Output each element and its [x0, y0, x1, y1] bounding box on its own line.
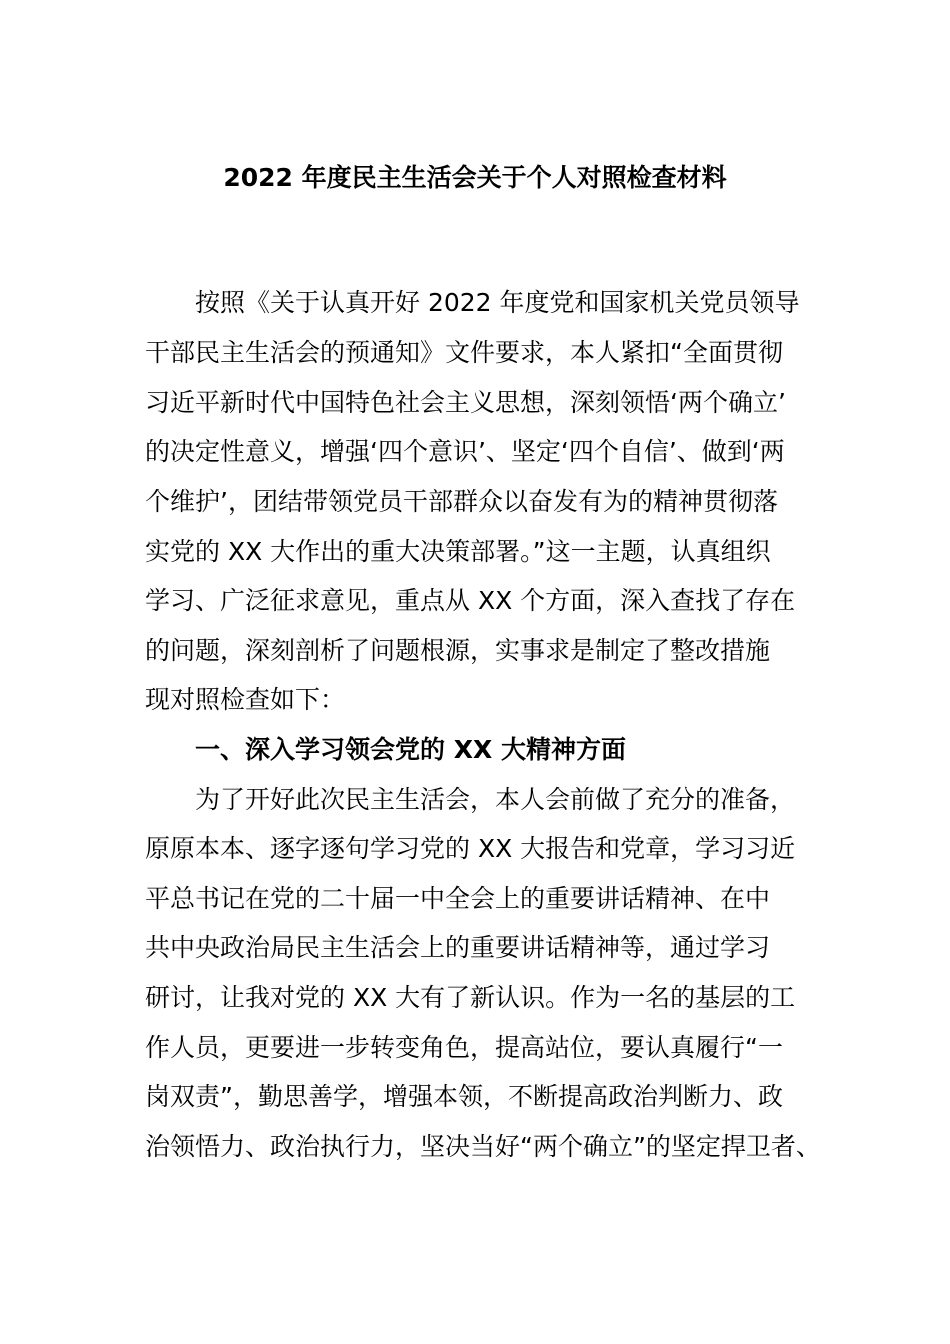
- paragraph-line: 现对照检查如下：: [145, 685, 346, 714]
- paragraph-line: 为了开好此次民主生活会，本人会前做了充分的准备，: [195, 785, 796, 814]
- section-heading: 一、深入学习领会党的 XX 大精神方面: [195, 735, 626, 764]
- paragraph-line: 学习、广泛征求意见，重点从 XX 个方面，深入查找了存在: [145, 586, 796, 615]
- paragraph-line: 习近平新时代中国特色社会主义思想，深刻领悟‘两个确立’: [145, 388, 786, 417]
- paragraph-line: 实党的 XX 大作出的重大决策部署。”这一主题，认真组织: [145, 537, 771, 566]
- document-title: 2022 年度民主生活会关于个人对照检查材料: [223, 163, 727, 192]
- paragraph-line: 干部民主生活会的预通知》文件要求，本人紧扣“全面贯彻: [145, 338, 783, 367]
- paragraph-line: 治领悟力、政治执行力，坚决当好“两个确立”的坚定捍卫者、: [145, 1132, 821, 1161]
- paragraph-line: 的决定性意义，增强‘四个意识’、坚定‘四个自信’、做到‘两: [145, 437, 785, 466]
- paragraph-line: 按照《关于认真开好 2022 年度党和国家机关党员领导: [195, 288, 800, 317]
- paragraph-line: 共中央政治局民主生活会上的重要讲话精神等，通过学习: [145, 933, 771, 962]
- paragraph-line: 岗双责”，勤思善学，增强本领，不断提高政治判断力、政: [145, 1082, 783, 1111]
- paragraph-line: 作人员，更要进一步转变角色，提高站位，要认真履行“一: [145, 1033, 783, 1062]
- paragraph-line: 的问题，深刻剖析了问题根源，实事求是制定了整改措施: [145, 636, 771, 665]
- paragraph-line: 个维护’，团结带领党员干部群众以奋发有为的精神贯彻落: [145, 487, 778, 516]
- paragraph-line: 平总书记在党的二十届一中全会上的重要讲话精神、在中: [145, 884, 771, 913]
- paragraph-line: 原原本本、逐字逐句学习党的 XX 大报告和党章，学习习近: [145, 834, 796, 863]
- paragraph-line: 研讨，让我对党的 XX 大有了新认识。作为一名的基层的工: [145, 983, 796, 1012]
